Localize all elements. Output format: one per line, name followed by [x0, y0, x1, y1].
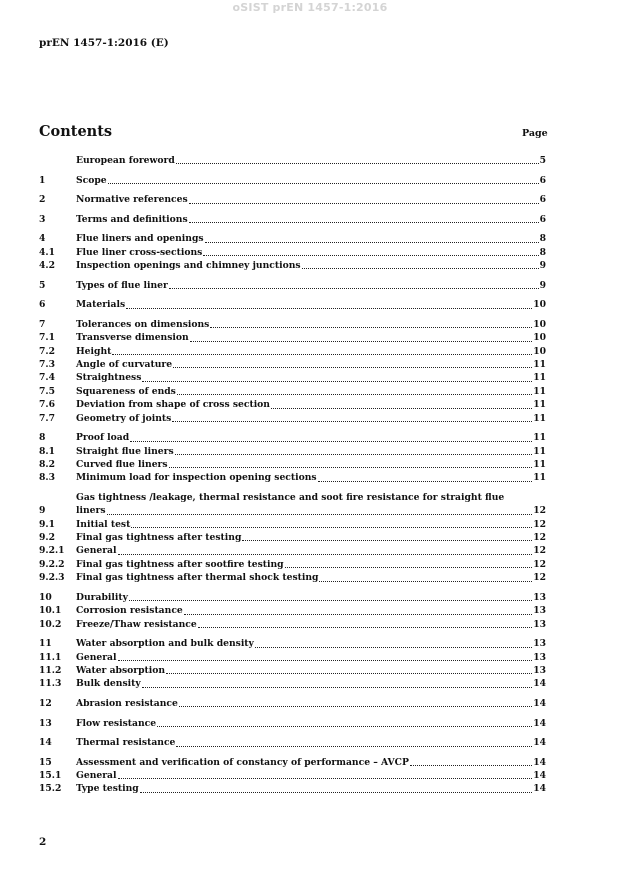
toc-entry-title: Durability [76, 591, 128, 603]
toc-entry-number: 9.2.3 [39, 572, 65, 584]
dot-leader [126, 308, 532, 309]
toc-entry-number: 6 [39, 299, 46, 311]
toc-entry-number: 5 [39, 279, 46, 291]
toc-entry[interactable] [39, 398, 546, 411]
toc-entry-page: 11 [533, 372, 546, 384]
toc-entry-page: 14 [533, 737, 546, 749]
toc-entry-title: Terms and definitions [76, 213, 188, 225]
contents-heading: Contents [39, 123, 113, 140]
dot-leader [179, 706, 532, 707]
page-column-header: Page [522, 128, 548, 139]
toc-entry[interactable] [39, 458, 546, 471]
toc-entry-title: Type testing [76, 783, 139, 795]
toc-entry-title: Corrosion resistance [76, 605, 183, 617]
toc-entry-title: Bulk density [76, 678, 141, 690]
toc-entry[interactable] [39, 213, 546, 226]
toc-entry-page: 12 [533, 558, 546, 570]
toc-entry[interactable] [39, 412, 546, 425]
dot-leader [157, 726, 532, 727]
toc-entry-title: Inspection openings and chimney junctions [76, 260, 301, 272]
toc-entry[interactable] [39, 756, 546, 769]
dot-leader [302, 268, 539, 269]
toc-entry-page: 11 [533, 472, 546, 484]
toc-entry-page: 11 [533, 445, 546, 457]
toc-entry-number: 7.3 [39, 358, 55, 370]
dot-leader [285, 567, 533, 568]
toc-entry-title: Freeze/Thaw resistance [76, 618, 197, 630]
toc-entry-number: 9.2.1 [39, 545, 65, 557]
toc-entry-number: 10.2 [39, 618, 62, 630]
toc-entry[interactable] [39, 591, 546, 604]
toc-entry-number: 9 [39, 505, 46, 517]
dot-leader [142, 687, 533, 688]
toc-entry-title: Final gas tightness after thermal shock testing [76, 572, 319, 584]
toc-entry-page: 11 [533, 385, 546, 397]
toc-entry[interactable] [39, 531, 546, 544]
toc-entry-title: Water absorption [76, 664, 166, 676]
dot-leader [175, 454, 533, 455]
dot-leader [271, 408, 532, 409]
dot-leader [176, 746, 532, 747]
toc-entry-page: 6 [539, 213, 546, 225]
toc-entry-title: European foreword [76, 154, 175, 166]
toc-entry[interactable] [39, 664, 546, 677]
toc-entry-title: Scope [76, 174, 107, 186]
toc-entry[interactable] [39, 193, 546, 206]
toc-entry-title: General [76, 651, 117, 663]
dot-leader [129, 600, 532, 601]
dot-leader [319, 581, 532, 582]
toc-entry-page: 10 [533, 318, 546, 330]
toc-entry-page: 14 [533, 717, 546, 729]
toc-entry-number: 9.2.2 [39, 558, 65, 570]
toc-entry[interactable] [39, 385, 546, 398]
toc-entry-title: General [76, 545, 117, 557]
toc-entry-page: 13 [533, 664, 546, 676]
toc-entry-title: Assessment and verification of constancy of performance – AVCP [76, 756, 409, 768]
dot-leader [205, 242, 539, 243]
toc-entry-title: Flow resistance [76, 717, 157, 729]
toc-entry-number: 4 [39, 233, 46, 245]
toc-entry[interactable] [39, 736, 546, 749]
toc-entry-page: 14 [533, 783, 546, 795]
watermark: oSIST prEN 1457-1:2016 [232, 1, 388, 14]
toc-entry-number: 8.3 [39, 472, 55, 484]
toc-entry-title: Initial test [76, 518, 131, 530]
toc-entry-title: Flue liners and openings [76, 233, 204, 245]
dot-leader [118, 660, 533, 661]
toc-entry[interactable] [39, 298, 546, 311]
toc-entry-title: Materials [76, 299, 126, 311]
toc-entry-title: Flue liner cross-sections [76, 246, 203, 258]
dot-leader [198, 627, 532, 628]
toc-entry-number: 9.1 [39, 518, 55, 530]
toc-entry[interactable] [39, 331, 546, 344]
toc-entry-page: 12 [533, 505, 546, 517]
toc-entry[interactable] [39, 518, 546, 531]
toc-entry-page: 6 [539, 194, 546, 206]
toc-entry-title: Minimum load for inspection opening sections [76, 472, 317, 484]
toc-entry-number: 7.4 [39, 372, 55, 384]
toc-entry[interactable] [39, 651, 546, 664]
toc-entry-title-continued: liners [76, 505, 106, 517]
toc-entry[interactable] [39, 471, 546, 484]
dot-leader [255, 647, 532, 648]
toc-entry[interactable] [39, 345, 546, 358]
toc-entry-page: 11 [533, 432, 546, 444]
toc-entry-title: Water absorption and bulk density [76, 638, 254, 650]
dot-leader [169, 288, 539, 289]
dot-leader [318, 481, 533, 482]
toc-entry-title: Final gas tightness after sootfire testing [76, 558, 284, 570]
dot-leader [210, 327, 532, 328]
toc-entry[interactable] [39, 677, 546, 690]
toc-entry-number: 11.1 [39, 651, 62, 663]
toc-entry-page: 12 [533, 518, 546, 530]
toc-entry[interactable] [39, 279, 546, 292]
toc-entry-page: 6 [539, 174, 546, 186]
toc-entry-page: 8 [539, 233, 546, 245]
toc-entry-number: 7 [39, 318, 46, 330]
toc-entry-number: 4.2 [39, 260, 55, 272]
dot-leader [107, 514, 533, 515]
dot-leader [410, 765, 532, 766]
toc-entry-title: Straightness [76, 372, 142, 384]
toc-entry-page: 14 [533, 697, 546, 709]
dot-leader [203, 255, 538, 256]
dot-leader [112, 354, 532, 355]
toc-entry-page: 12 [533, 572, 546, 584]
toc-entry-number: 15 [39, 756, 52, 768]
toc-entry-page: 11 [533, 412, 546, 424]
toc-entry-page: 9 [539, 260, 546, 272]
toc-entry[interactable] [39, 697, 546, 710]
toc-entry-title: Normative references [76, 194, 188, 206]
toc-entry-page: 14 [533, 770, 546, 782]
dot-leader [140, 792, 532, 793]
toc-entry-number: 14 [39, 737, 52, 749]
toc-entry-number: 8 [39, 432, 46, 444]
toc-entry-number: 7.5 [39, 385, 55, 397]
toc-entry-number: 10 [39, 591, 52, 603]
toc-entry-number: 1 [39, 174, 46, 186]
toc-entry[interactable] [39, 571, 546, 584]
toc-entry-number: 11.2 [39, 664, 62, 676]
toc-entry-number: 9.2 [39, 532, 55, 544]
table-of-contents [39, 154, 546, 796]
toc-entry-title: Deviation from shape of cross section [76, 399, 270, 411]
toc-entry[interactable] [39, 232, 546, 245]
toc-entry-title: Transverse dimension [76, 332, 189, 344]
toc-entry-page: 11 [533, 399, 546, 411]
document-id: prEN 1457-1:2016 (E) [39, 37, 169, 49]
toc-entry-page: 12 [533, 532, 546, 544]
toc-entry-number: 4.1 [39, 246, 55, 258]
toc-entry-number: 15.1 [39, 770, 62, 782]
toc-entry[interactable] [39, 618, 546, 631]
toc-entry-page: 10 [533, 345, 546, 357]
toc-entry-number: 10.1 [39, 605, 62, 617]
toc-entry[interactable] [39, 174, 546, 187]
dot-leader [242, 540, 532, 541]
toc-entry-page: 13 [533, 591, 546, 603]
toc-entry-page: 10 [533, 299, 546, 311]
toc-entry-page: 11 [533, 458, 546, 470]
dot-leader [142, 381, 532, 382]
page-number: 2 [39, 836, 47, 848]
toc-entry-page: 5 [539, 154, 546, 166]
toc-entry[interactable] [39, 445, 546, 458]
toc-entry-number: 12 [39, 697, 52, 709]
toc-entry-title: Final gas tightness after testing [76, 532, 242, 544]
toc-entry-page: 10 [533, 332, 546, 344]
toc-entry-page: 11 [533, 358, 546, 370]
toc-entry-page: 8 [539, 246, 546, 258]
toc-entry-page: 14 [533, 756, 546, 768]
toc-entry[interactable] [39, 318, 546, 331]
toc-entry[interactable] [39, 491, 546, 518]
toc-entry-number: 8.2 [39, 458, 55, 470]
toc-entry-page: 13 [533, 605, 546, 617]
dot-leader [176, 163, 539, 164]
dot-leader [190, 341, 533, 342]
toc-entry-title: Gas tightness /leakage, thermal resistance and soot fire resistance for straight flue [76, 491, 505, 503]
toc-entry-title: Height [76, 345, 112, 357]
dot-leader [108, 183, 539, 184]
toc-entry-page: 13 [533, 638, 546, 650]
toc-entry-title: Squareness of ends [76, 385, 176, 397]
dot-leader [189, 222, 539, 223]
toc-entry[interactable] [39, 259, 546, 272]
toc-entry-title: Tolerances on dimensions [76, 318, 210, 330]
toc-entry-page: 13 [533, 651, 546, 663]
dot-leader [166, 673, 532, 674]
toc-entry[interactable] [39, 358, 546, 371]
dot-leader [172, 421, 532, 422]
toc-entry[interactable] [39, 246, 546, 259]
toc-entry[interactable] [39, 544, 546, 557]
toc-entry-page: 12 [533, 545, 546, 557]
toc-entry[interactable] [39, 782, 546, 795]
toc-entry-title: General [76, 770, 117, 782]
dot-leader [184, 614, 532, 615]
toc-entry-title: Abrasion resistance [76, 697, 178, 709]
toc-entry-page: 14 [533, 678, 546, 690]
toc-entry-number: 7.6 [39, 399, 55, 411]
toc-entry[interactable] [39, 371, 546, 384]
dot-leader [130, 441, 532, 442]
toc-entry-title: Angle of curvature [76, 358, 173, 370]
toc-entry-title: Geometry of joints [76, 412, 172, 424]
toc-entry[interactable] [39, 431, 546, 444]
toc-entry-number: 15.2 [39, 783, 62, 795]
toc-entry-page: 9 [539, 279, 546, 291]
toc-entry-title: Types of flue liner [76, 279, 168, 291]
dot-leader [169, 467, 533, 468]
toc-entry-number: 7.1 [39, 332, 55, 344]
toc-entry[interactable] [39, 637, 546, 650]
toc-entry-number: 11 [39, 638, 52, 650]
dot-leader [118, 554, 533, 555]
toc-entry[interactable] [39, 717, 546, 730]
dot-leader [173, 367, 532, 368]
dot-leader [131, 527, 532, 528]
toc-entry-title: Curved flue liners [76, 458, 168, 470]
toc-entry[interactable] [39, 154, 546, 167]
dot-leader [177, 394, 532, 395]
toc-entry-title: Straight flue liners [76, 445, 174, 457]
toc-entry-title: Thermal resistance [76, 737, 176, 749]
toc-entry-number: 13 [39, 717, 52, 729]
toc-entry[interactable] [39, 769, 546, 782]
toc-entry-number: 7.2 [39, 345, 55, 357]
toc-entry-number: 7.7 [39, 412, 55, 424]
toc-entry-number: 8.1 [39, 445, 55, 457]
toc-entry-page: 13 [533, 618, 546, 630]
toc-entry[interactable] [39, 558, 546, 571]
dot-leader [189, 203, 539, 204]
toc-entry-number: 3 [39, 213, 46, 225]
dot-leader [118, 778, 533, 779]
toc-entry[interactable] [39, 604, 546, 617]
toc-entry-number: 11.3 [39, 678, 62, 690]
toc-entry-number: 2 [39, 194, 46, 206]
toc-entry-title: Proof load [76, 432, 130, 444]
